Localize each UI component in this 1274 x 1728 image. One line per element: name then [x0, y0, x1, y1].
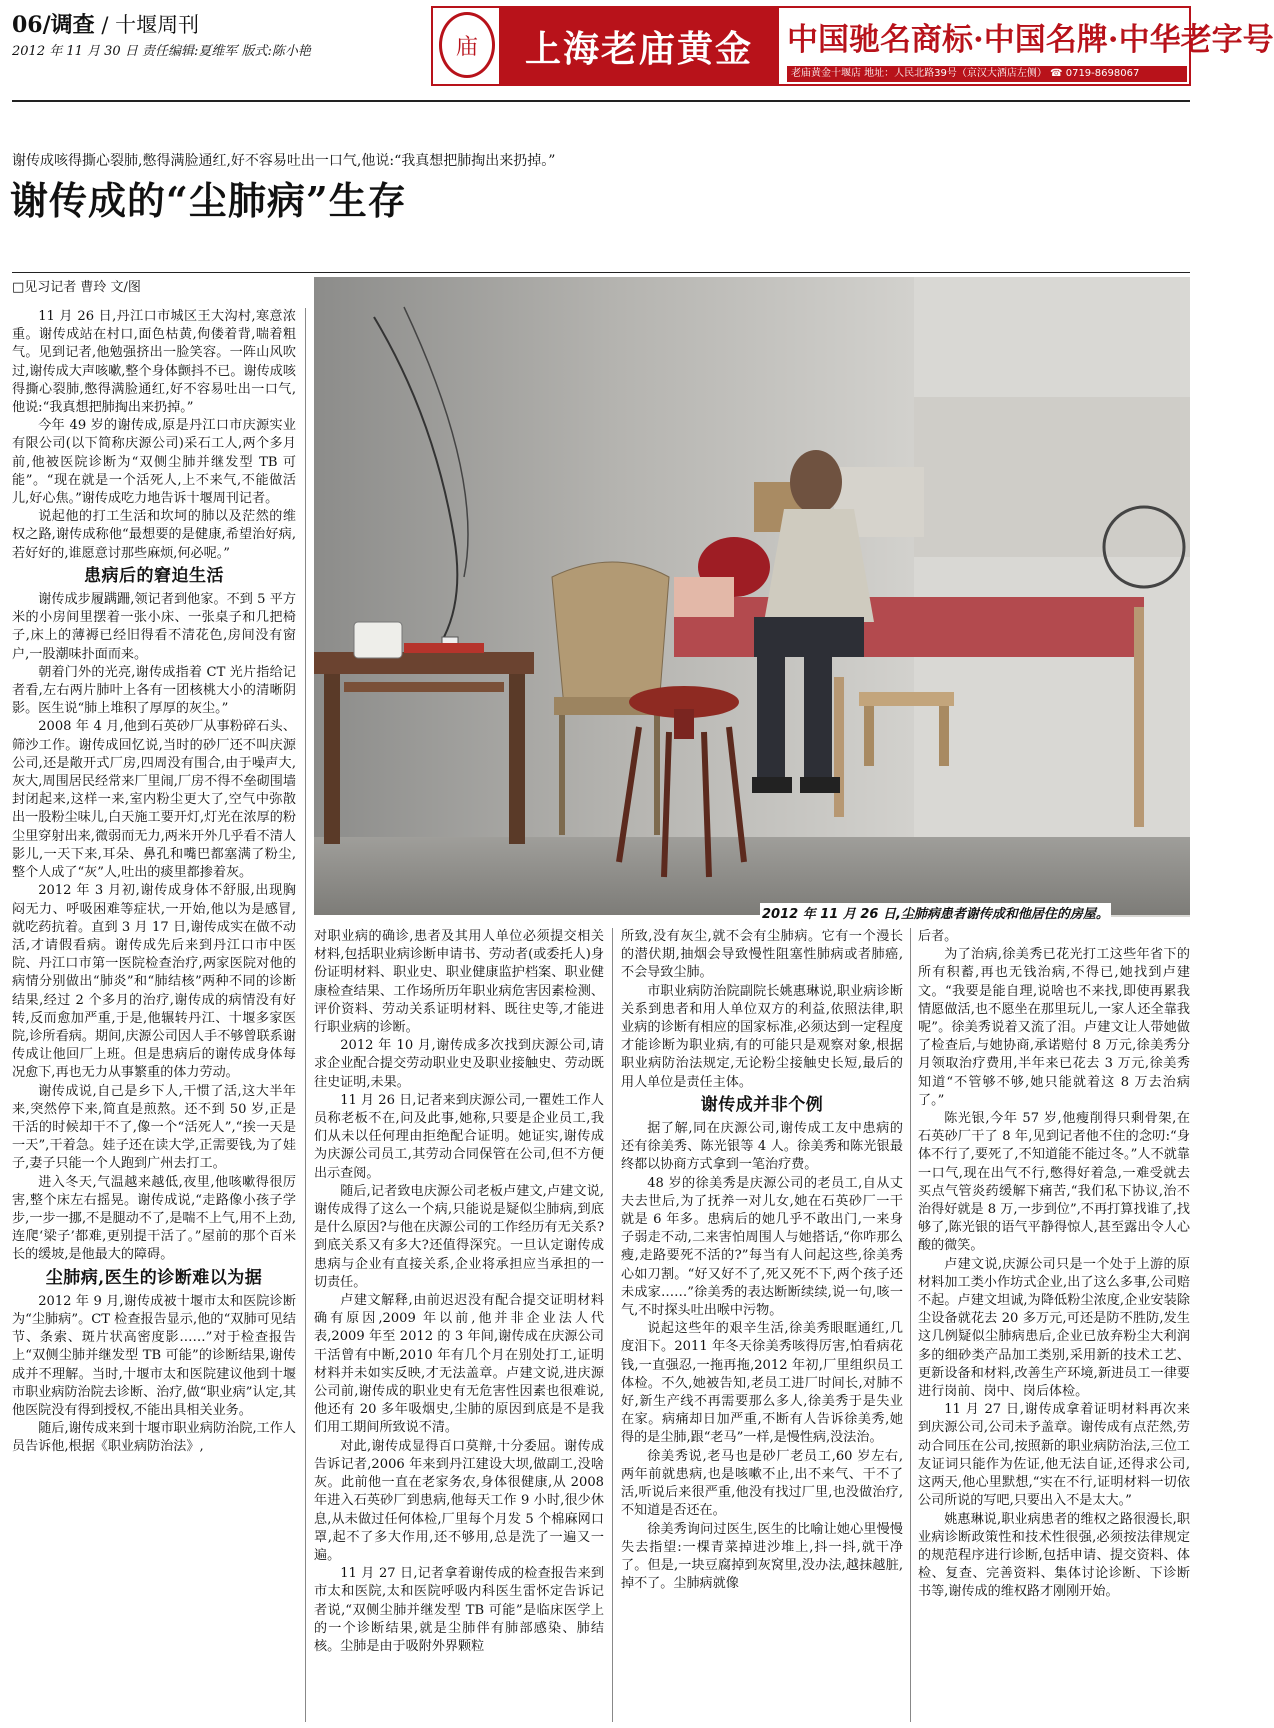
page-number: 06/ [12, 12, 51, 38]
publication-name: 十堰周刊 [115, 13, 200, 37]
column-divider [305, 308, 306, 1722]
paragraph: 据了解,同在庆源公司,谢传成工友中患病的还有徐美秀、陈光银等 4 人。徐美秀和陈光银最终都以协商方式拿到一笔治疗费。 [621, 1121, 903, 1173]
ad-slogan: 中国驰名商标·中国名牌·中华老字号 [787, 22, 1274, 58]
paragraph: 卢建文解释,由前迟迟没有配合提交证明材料确有原因,2009 年以前,他并非企业法人代表,2009 年至 2012 的 3 年间,谢传成在庆源公司干活曾有中断,2010 年有几个月在别处打工,证明材料并未如实反映,才无法盖章。卢建文说,进庆源公司前,谢传成的职业史有无危害性因素也很难说,他还有 20 多年吸烟史,尘肺的原因到底是不是我们用工期间所致说不清。 [314, 1293, 604, 1436]
paragraph: 11 月 26 日,记者来到庆源公司,一瞿姓工作人员称老板不在,问及此事,她称,只要是企业员工,我们从未以任何理由拒绝配合证明。她证实,谢传成为庆源公司员工,其劳动合同保管在公司,但不方便出示查阅。 [314, 1092, 604, 1181]
paragraph: 所致,没有灰尘,就不会有尘肺病。它有一个漫长的潜伏期,抽烟会导致慢性阻塞性肺病或者肺癌,不会导致尘肺。 [621, 929, 903, 981]
paragraph: 对此,谢传成显得百口莫辩,十分委屈。谢传成告诉记者,2006 年来到丹江建设大坝,做副工,没啥灰。此前他一直在老家务农,身体很健康,从 2008 年进入石英砂厂到患病,他每天工作 9 小时,很少休息,从未做过任何体检,厂里每个月发 5 个棉麻网口罩,起不了多大作用,还不够用,总是洗了一遍又一遍。 [314, 1438, 604, 1563]
article-column-1 [12, 308, 296, 1722]
paragraph: 11 月 26 日,丹江口市城区王大沟村,寒意浓重。谢传成站在村口,面色枯黄,佝偻着背,喘着粗气。见到记者,他勉强挤出一脸笑容。一阵山风吹过,谢传成大声咳嗽,整个身体颤抖不已。谢传成咳得撕心裂肺,憋得满脸通红,好不容易吐出一口气,他说:“我真想把肺掏出来扔掉。” [12, 309, 296, 416]
subhead: 谢传成并非个例 [700, 1094, 824, 1115]
byline-rule [12, 272, 1190, 273]
paragraph: 陈光银,今年 57 岁,他瘦削得只剩骨架,在石英砂厂干了 8 年,见到记者他不住的念叨:“身体不行了,要死了,不知道能不能过冬。”人不就靠一口气,现在出气不行,憋得好着急,一难受就去买点气管炎药缓解下痛苦,“我们私下协议,治不治得好就是 8 万,一步到位”,不再打算找谁了,找够了,陈光银的语气平静得惊人,甚至露出令人心酸的微笑。 [918, 1111, 1190, 1254]
article-photo [314, 277, 1190, 915]
paragraph: 后者。 [918, 929, 958, 944]
paragraph: 随后,谢传成来到十堰市职业病防治院,工作人员告诉他,根据《职业病防治法》, [12, 1421, 296, 1455]
paragraph: 11 月 27 日,记者拿着谢传成的检查报告来到市太和医院,太和医院呼吸内科医生雷怀定告诉记者说,“双侧尘肺并继发型 TB 可能”是临床医学上的一个诊断结果,就是尘肺伴有肺部感染、肺结核。尘肺是由于吸附外界颗粒 [314, 1566, 604, 1654]
paragraph: 说起这些年的艰辛生活,徐美秀眼眶通红,几度泪下。2011 年冬天徐美秀咳得厉害,怕看病花钱,一直强忍,一拖再拖,2012 年初,厂里组织员工体检。不久,她被告知,老员工进厂时间长,对肺不好,新生产线不再需要那么多人,徐美秀于是失业在家。病痛却日加严重,不断有人告诉徐美秀,她得的是尘肺,跟“老马”一样,是慢性病,没法治。 [621, 1321, 903, 1446]
paragraph: 2012 年 3 月初,谢传成身体不舒服,出现胸闷无力、呼吸困难等症状,一开始,他以为是感冒,就吃药抗着。直到 3 月 17 日,谢传成实在做不动活,才请假看病。谢传成先后来到丹江口市中医院、丹江口市第一医院检查治疗,两家医院对他的病情分别做出“肺炎”和“肺结核”两种不同的诊断结果,经过 2 个多月的治疗,谢传成的病情没有好转,反而愈加严重,于是,他辗转丹江、十堰多家医院,诊所看病。期间,庆源公司因人手不够曾联系谢传成让他回厂上班。但是患病后的谢传成身体每况愈下,再也无力从事繁重的体力劳动。 [12, 883, 296, 1081]
paragraph: 谢传成步履蹒跚,领记者到他家。不到 5 平方米的小房间里摆着一张小床、一张桌子和几把椅子,床上的薄褥已经旧得看不清花色,房间没有窗户,一股潮味扑面而来。 [12, 592, 296, 662]
subhead: 尘肺病,医生的诊断难以为据 [45, 1267, 263, 1288]
subhead: 患病后的窘迫生活 [84, 565, 224, 586]
paragraph: 姚惠琳说,职业病患者的维权之路很漫长,职业病诊断政策性和技术性很强,必须按法律规定的规范程序进行诊断,包括申请、提交资料、体检、复查、完善资料、集体讨论诊断、下诊断书等,谢传成的维权路才刚刚开始。 [918, 1511, 1190, 1600]
article-column-3 [621, 928, 903, 1722]
page-header [12, 8, 199, 39]
header-rule [12, 100, 1190, 102]
paragraph: 2008 年 4 月,他到石英砂厂从事粉碎石头、筛沙工作。谢传成回忆说,当时的砂厂还不叫庆源公司,还是敞开式厂房,四周没有围合,由于噪声大,灰大,周围居民经常来厂里闹,厂房不得不垒砌围墙封闭起来,这样一来,室内粉尘更大了,空气中弥散出一股粉尘味儿,白天施工要开灯,灯光在浓厚的粉尘里穿射出来,微弱而无力,两米开外几乎看不清人影儿,一天下来,耳朵、鼻孔和嘴巴都塞满了粉尘,整个人成了“灰”人,吐出的痰里都掺着灰。 [12, 719, 296, 881]
paragraph: 今年 49 岁的谢传成,原是丹江口市庆源实业有限公司(以下简称庆源公司)采石工人,两个多月前,他被医院诊断为“双侧尘肺并继发型 TB 可能”。“现在就是一个活死人,上不来气,不能做活儿,好心焦。”谢传成吃力地告诉十堰周刊记者。 [12, 418, 296, 507]
room-scene-image [314, 277, 1190, 915]
article-column-4 [918, 928, 1190, 1722]
byline: □见习记者 曹玲 文/图 [12, 280, 141, 295]
ad-brand: 上海老庙黄金 [499, 8, 779, 84]
paragraph: 市职业病防治院副院长姚惠琳说,职业病诊断关系到患者和用人单位双方的利益,依照法律,职业病的诊断有相应的国家标准,必须达到一定程度才能诊断为职业病,有的可能只是观察对象,根据职业病防治法规定,无论粉尘接触史长短,最后的用人单位是责任主体。 [621, 983, 903, 1090]
paragraph: 徐美秀询问过医生,医生的比喻让她心里慢慢失去指望:一棵青菜掉进沙堆上,抖一抖,就干净了。但是,一块豆腐掉到灰窝里,没办法,越抹越脏,掉不了。尘肺病就像 [621, 1521, 903, 1592]
paragraph: 48 岁的徐美秀是庆源公司的老员工,自从丈夫去世后,为了抚养一对儿女,她在石英砂厂一干就是 6 年多。患病后的她几乎不敢出门,一来身子弱走不动,二来害怕周围人与她搭话,“你咋那么瘦,走路要死不活的?”每当有人问起这些,徐美秀心如刀割。“好又好不了,死又死不下,两个孩子还未成家……”徐美秀的表达断断续续,说一句,咳一气,不时探头吐出喉中污物。 [621, 1175, 903, 1319]
paragraph: 谢传成说,自己是乡下人,干惯了活,这大半年来,突然停下来,简直是煎熬。还不到 50 岁,正是干活的时候却干不了,像一个“活死人”,“挨一天是一天”,干着急。娃子还在读大学,正需要钱,为了娃子,妻子只能一个人跑到广州去打工。 [12, 1083, 296, 1172]
paragraph: 随后,记者致电庆源公司老板卢建文,卢建文说,谢传成得了这么一个病,只能说是疑似尘肺病,到底是什么原因?与他在庆源公司的工作经历有无关系?到底关系又有多大?还值得深究。一旦认定谢传成患病与企业有直接关系,企业将承担应当承担的一切责任。 [314, 1183, 604, 1290]
paragraph: 卢建文说,庆源公司只是一个处于上游的原材料加工类小作坊式企业,出了这么多事,公司赔不起。卢建文坦诚,为降低粉尘浓度,企业安装除尘设备就花去 20 多万元,可还是防不胜防,发生这几例疑似尘肺病患后,企业已放弃粉尘大利润多的细砂类产品加工类别,采用新的技术工艺、更新设备和材料,改善生产环境,新进员工一律要进行岗前、岗中、岗后体检。 [918, 1256, 1190, 1400]
headline: 谢传成的“尘肺病”生存 [10, 178, 407, 223]
issue-meta: 2012 年 11 月 30 日 责任编辑:夏维军 版式:陈小艳 [12, 44, 311, 59]
lead-quote: 谢传成咳得撕心裂肺,憋得满脸通红,好不容易吐出一口气,他说:“我真想把肺掏出来扔掉。” [12, 153, 556, 169]
paragraph: 朝着门外的光亮,谢传成指着 CT 光片指给记者看,左右两片肺叶上各有一团核桃大小的清晰阴影。医生说“肺上堆积了厚厚的灰尘。” [12, 664, 296, 717]
paragraph: 为了治病,徐美秀已花光打工这些年省下的所有积蓄,再也无钱治病,不得已,她找到卢建文。“我要是能自理,说啥也不来找,即使再累我情愿做活,也不愿坐在那里玩儿,一家人还全靠我呢”。徐美秀说着又流了泪。卢建文让人带她做了检查后,与她协商,承诺赔付 8 万元,徐美秀分月领取治疗费用,半年来已花去 3 万元,徐美秀知道“不管够不够,她只能就着这 8 万去治病了。” [918, 947, 1190, 1108]
article-column-2 [314, 928, 604, 1722]
paragraph: 进入冬天,气温越来越低,夜里,他咳嗽得很厉害,整个床左右摇晃。谢传成说,“走路像小孩子学步,一步一挪,不是腿动不了,是喘不上气,用不上劲,连爬‘梁子’都难,更别提干活了。”屋前的那个百米长的缓坡,是他最大的障碍。 [12, 1174, 296, 1263]
ad-banner[interactable] [431, 6, 1274, 86]
paragraph: 对职业病的确诊,患者及其用人单位必须提交相关材料,包括职业病诊断申请书、劳动者(或委托人)身份证明材料、职业史、职业健康监护档案、职业健康检查结果、工作场所历年职业病危害因素检测、评价资料、劳动关系证明材料、既往史等,才能进行职业病的诊断。 [314, 929, 604, 1036]
ad-address-bar: 老庙黄金十堰店 地址：人民北路39号（京汉大酒店左侧） ☎ 0719-8698067 [787, 66, 1187, 82]
paragraph: 2012 年 9 月,谢传成被十堰市太和医院诊断为“尘肺病”。CT 检查报告显示,他的“双肺可见结节、条索、斑片状高密度影……”对于检查报告上“双侧尘肺并继发型 TB 可能”的诊断结果,谢传成并不理解。当时,十堰市太和医院建议他到十堰市职业病防治院去诊断、治疗,做“职业病”认定,其他医院没有得到授权,不能出具相关业务。 [12, 1293, 296, 1418]
column-divider [910, 928, 911, 1722]
paragraph: 说起他的打工生活和坎坷的肺以及茫然的维权之路,谢传成称他“最想要的是健康,希望治好病,若好好的,谁愿意讨那些麻烦,何必呢。” [12, 509, 296, 561]
section-name: 调查 [50, 12, 95, 38]
temple-logo-icon: 庙 [439, 12, 495, 78]
photo-caption: 2012 年 11 月 26 日,尘肺病患者谢传成和他居住的房屋。 [760, 903, 1111, 922]
header-separator: / [94, 13, 116, 37]
paragraph: 11 月 27 日,谢传成拿着证明材料再次来到庆源公司,公司未予盖章。谢传成有点茫然,劳动合同压在公司,按照新的职业病防治法,三位工友证词只能作为佐证,他无法自证,还得求公司,这两天,他心里默想,“实在不行,证明材料一切依公司所说的写吧,只要出入不是太大。” [918, 1402, 1190, 1509]
paragraph: 2012 年 10 月,谢传成多次找到庆源公司,请求企业配合提交劳动职业史及职业接触史、劳动既往史证明,未果。 [314, 1038, 604, 1090]
column-divider [612, 928, 613, 1722]
paragraph: 徐美秀说,老马也是砂厂老员工,60 岁左右,两年前就患病,也是咳嗽不止,出不来气、干不了活,听说后来很严重,他没有找过厂里,也没做治疗,不知道是否还在。 [621, 1448, 903, 1519]
